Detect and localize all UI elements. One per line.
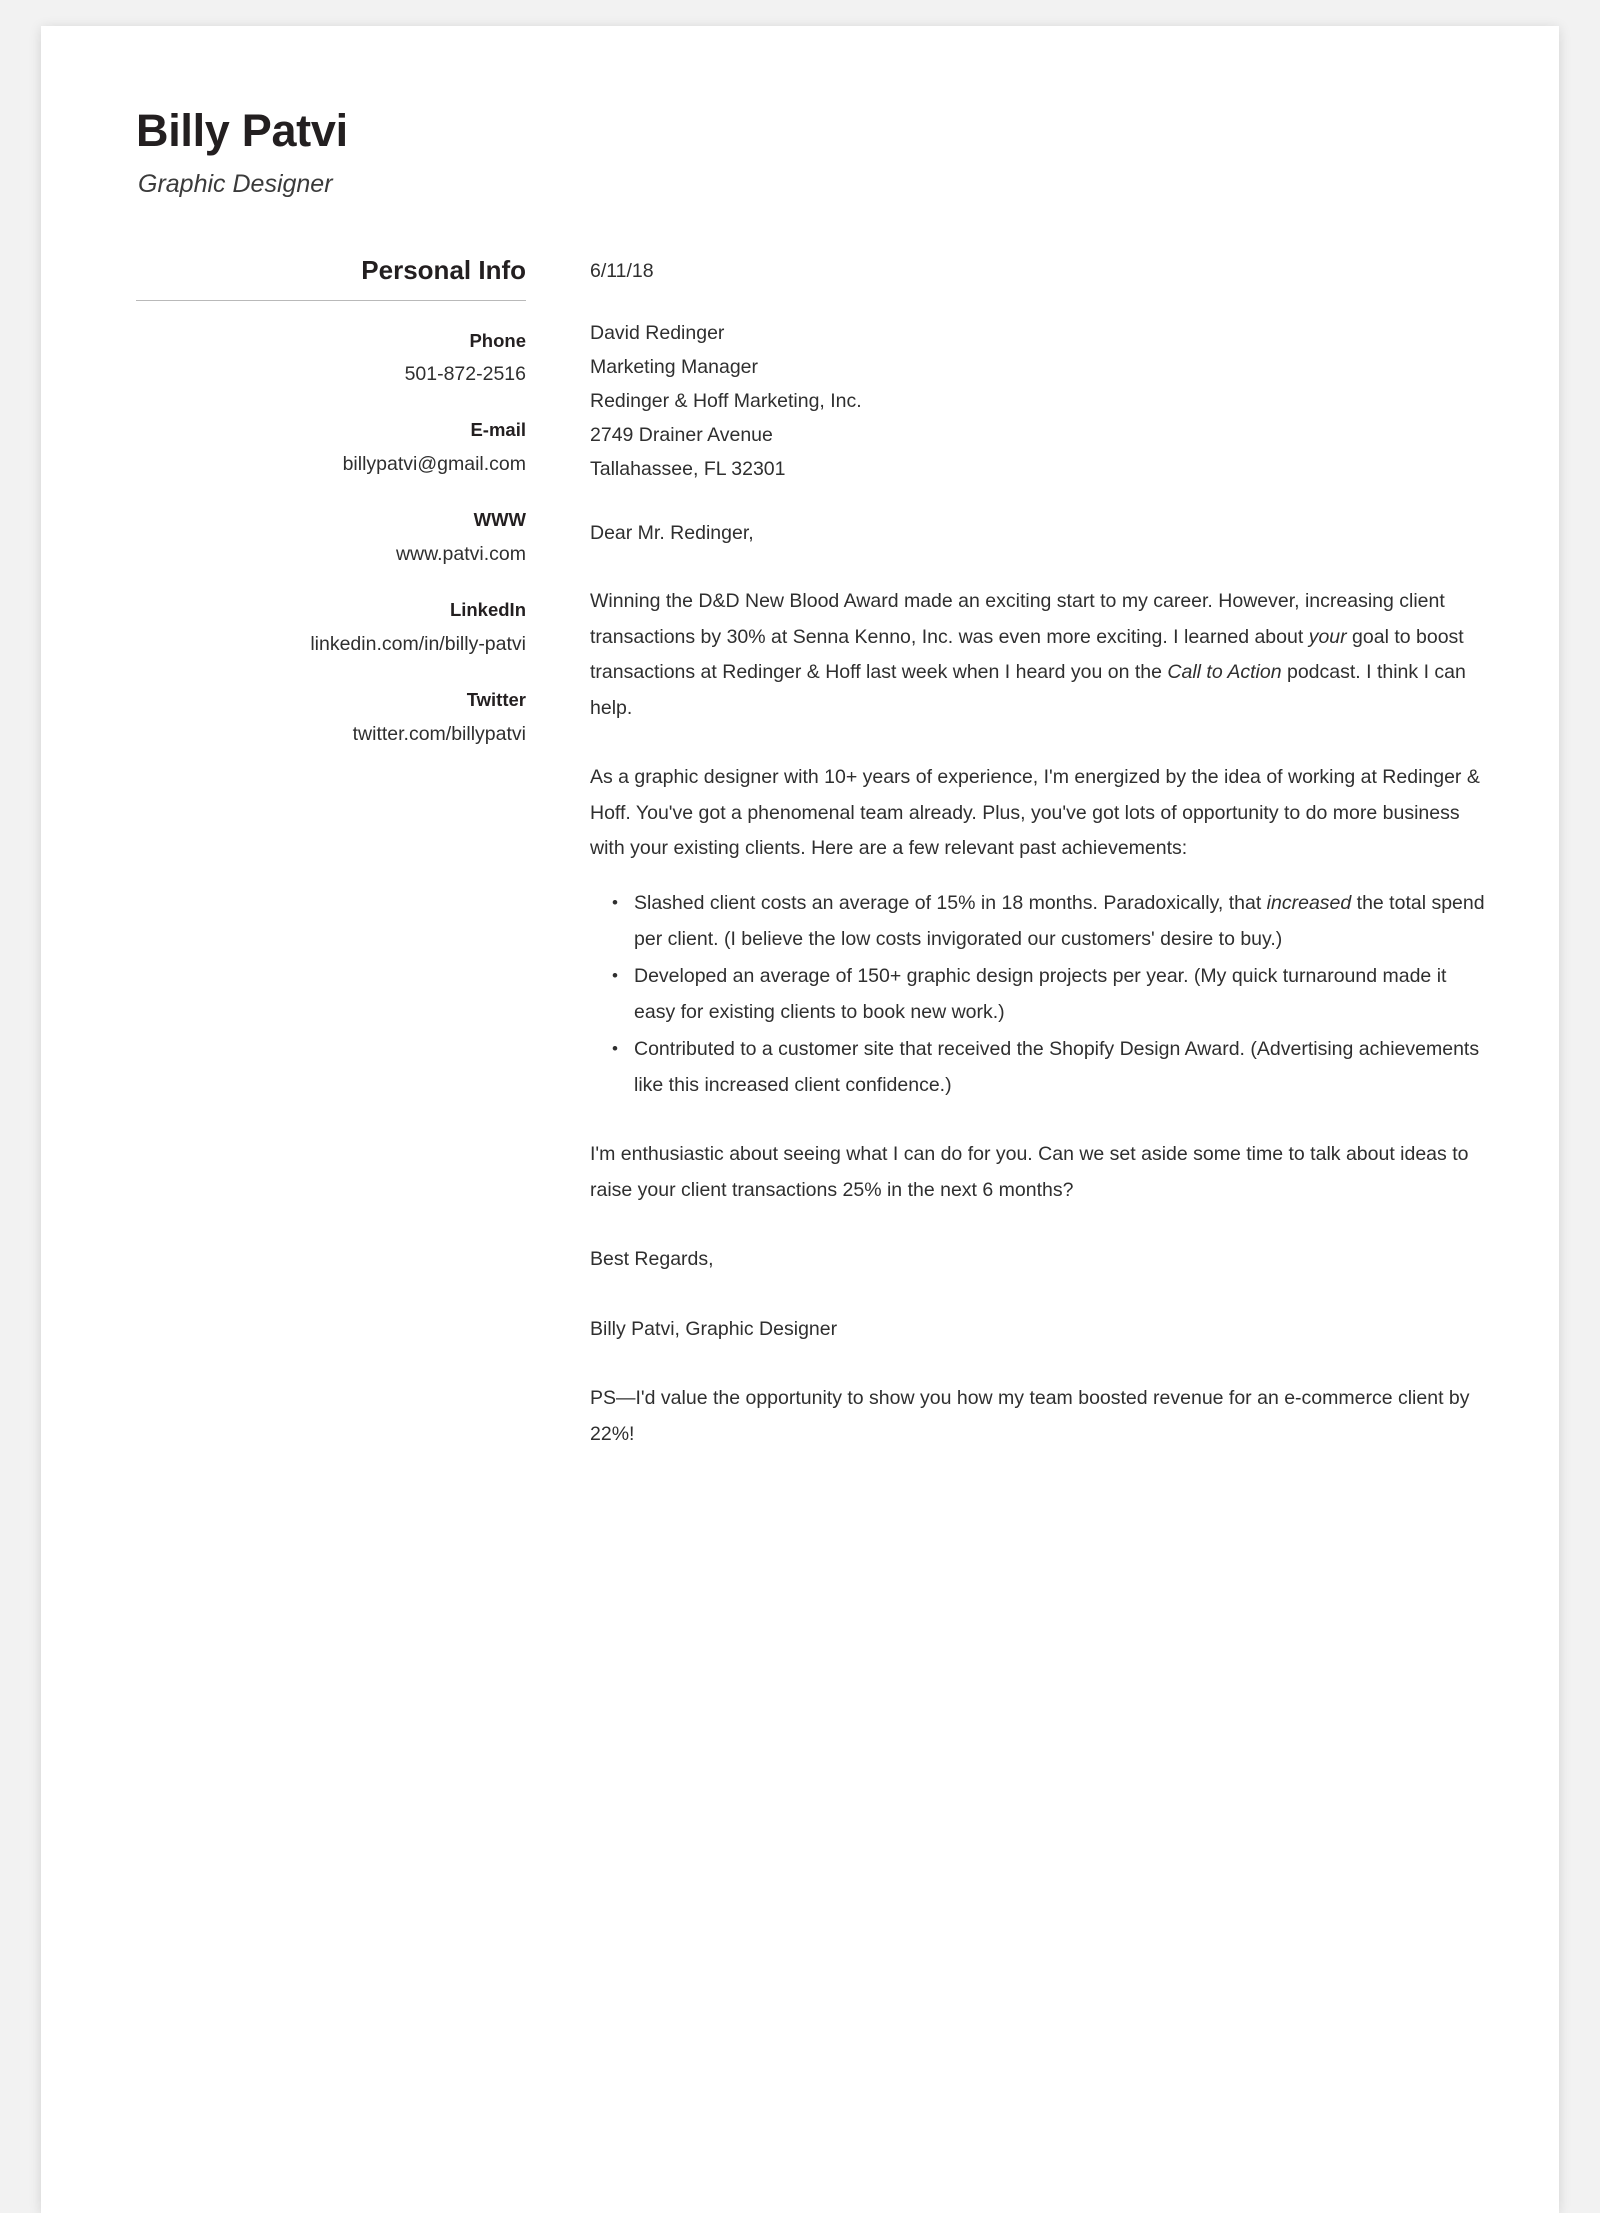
cover-letter-body bbox=[526, 255, 1487, 1453]
sidebar-heading: Personal Info bbox=[136, 255, 526, 301]
personal-info-sidebar bbox=[136, 255, 526, 1453]
info-label: Twitter bbox=[466, 689, 526, 711]
paragraph-1-emphasis-1: your bbox=[1308, 625, 1347, 648]
document-columns bbox=[136, 255, 1487, 1453]
letter-closing: Best Regards, bbox=[590, 1248, 714, 1271]
achievements-list bbox=[590, 886, 1487, 1103]
achievement-2-text: Developed an average of 150+ graphic design projects per year. (My quick turnaround made it easy for existing clients to book new work.) bbox=[634, 965, 1447, 1023]
info-label: E-mail bbox=[470, 419, 526, 441]
paragraph-1-text-2: goal to boost transactions at Redinger & Hoff last week when I heard you on the bbox=[590, 625, 1464, 684]
letter-paragraph-3: I'm enthusiastic about seeing what I can do for you. Can we set aside some time to talk about ideas to raise your client transactions 25% in the next 6 months? bbox=[590, 1143, 1469, 1201]
info-value-twitter[interactable]: twitter.com/billypatvi bbox=[352, 723, 526, 745]
info-value-phone: 501-872-2516 bbox=[404, 363, 526, 386]
list-item bbox=[612, 959, 1487, 1030]
job-title-subtitle: Graphic Designer bbox=[138, 169, 333, 198]
info-label: Phone bbox=[469, 329, 526, 351]
letter-paragraph-2: As a graphic designer with 10+ years of experience, I'm energized by the idea of working at Redinger & Hoff. You've got a phenomenal team already. Plus, you've got lots of opportunity to do more business with your existing clients. Here are a few relevant past achievements: bbox=[590, 766, 1480, 860]
letter-signature: Billy Patvi, Graphic Designer bbox=[590, 1317, 838, 1340]
page-title: Billy Patvi bbox=[136, 105, 348, 156]
paragraph-1-text-3: podcast. I think I can help. bbox=[590, 661, 1466, 719]
achievement-1-text-1: Slashed client costs an average of 15% in 18 months. Paradoxically, that bbox=[634, 892, 1267, 915]
recipient-company: Redinger & Hoff Marketing, Inc. bbox=[590, 389, 862, 412]
paragraph-1-emphasis-2: Call to Action bbox=[1167, 661, 1282, 684]
recipient-city-state-zip: Tallahassee, FL 32301 bbox=[590, 458, 786, 481]
achievement-1-text-2: the total spend per client. (I believe the low costs invigorated our customers' desire to buy.) bbox=[634, 892, 1485, 950]
recipient-street: 2749 Drainer Avenue bbox=[590, 424, 773, 447]
list-item bbox=[612, 1032, 1487, 1103]
recipient-name: David Redinger bbox=[590, 321, 725, 344]
letter-paragraph-1 bbox=[590, 584, 1487, 726]
info-value-email[interactable]: billypatvi@gmail.com bbox=[342, 453, 526, 476]
info-value-www[interactable]: www.patvi.com bbox=[395, 543, 526, 566]
info-value-linkedin[interactable]: linkedin.com/in/billy-patvi bbox=[310, 633, 526, 656]
info-item-www bbox=[136, 506, 526, 570]
letter-date: 6/11/18 bbox=[590, 259, 654, 282]
info-item-email bbox=[136, 416, 526, 480]
achievement-1-emphasis: increased bbox=[1266, 892, 1352, 915]
document-sheet bbox=[41, 26, 1559, 2213]
recipient-title: Marketing Manager bbox=[590, 355, 758, 378]
list-item bbox=[612, 886, 1487, 957]
info-label: LinkedIn bbox=[449, 599, 526, 621]
info-item-linkedin bbox=[136, 596, 526, 660]
info-item-twitter bbox=[136, 686, 526, 750]
info-label: WWW bbox=[473, 509, 526, 531]
letter-postscript: PS—I'd value the opportunity to show you how my team boosted revenue for an e-commerce client by 22%! bbox=[590, 1387, 1470, 1445]
info-item-phone bbox=[136, 327, 526, 391]
achievement-3-text: Contributed to a customer site that received the Shopify Design Award. (Advertising achievements like this increased client confidence.) bbox=[634, 1038, 1480, 1096]
letter-salutation: Dear Mr. Redinger, bbox=[590, 522, 754, 545]
recipient-address bbox=[590, 316, 1487, 487]
paragraph-1-text-1: Winning the D&D New Blood Award made an exciting start to my career. However, increasing client transactions by 30% at Senna Kenno, Inc. was even more exciting. I learned about bbox=[590, 590, 1445, 648]
